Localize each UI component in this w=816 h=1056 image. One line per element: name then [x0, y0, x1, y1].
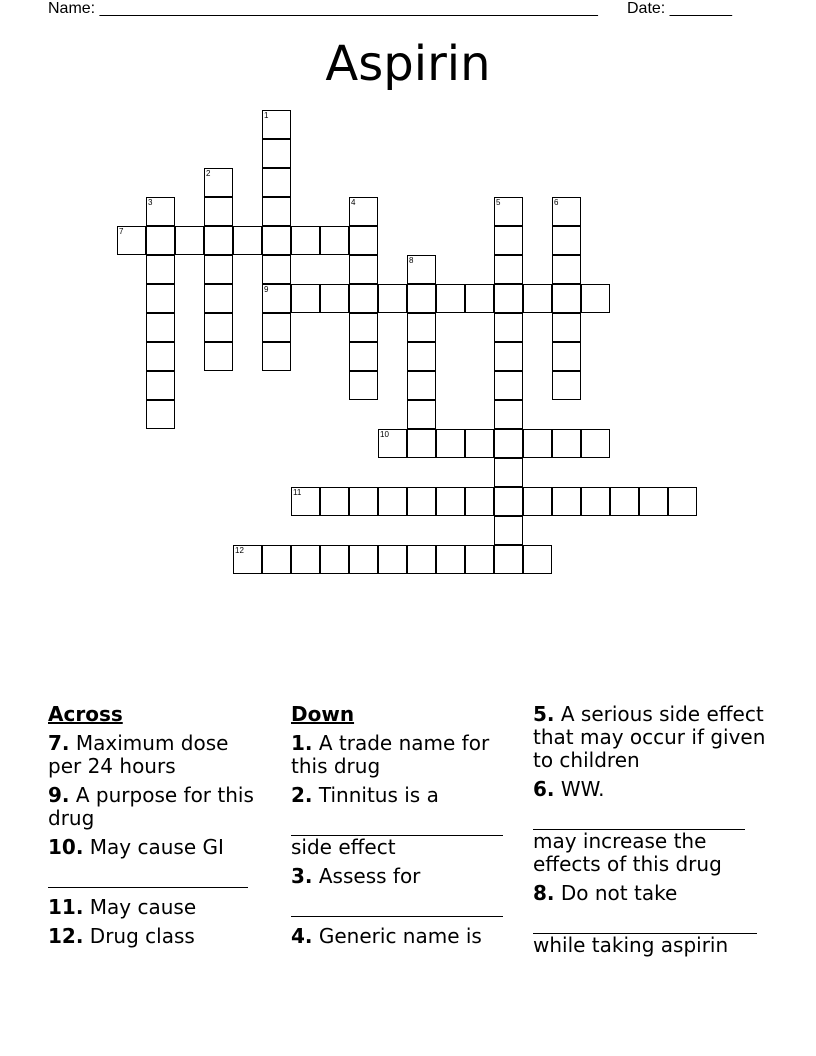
grid-clue-number: 11 [293, 488, 302, 497]
clue-across-9: 9. A purpose for this drug [48, 783, 254, 830]
clue-across-12: 12. Drug class [48, 924, 195, 948]
grid-cell[interactable] [233, 545, 262, 574]
grid-clue-number: 4 [351, 198, 356, 207]
grid-cell[interactable] [146, 284, 175, 313]
clue-across-7: 7. Maximum dose per 24 hours [48, 731, 229, 778]
clue-down-1: 1. A trade name for this drug [291, 731, 490, 778]
grid-cell[interactable] [465, 284, 494, 313]
grid-cell[interactable] [204, 313, 233, 342]
page-title: Aspirin [325, 36, 491, 92]
grid-cell[interactable] [407, 545, 436, 574]
clue-across-10: 10. May cause GI [48, 835, 224, 859]
grid-cell[interactable] [494, 545, 523, 574]
grid-cell[interactable] [494, 226, 523, 255]
answer-blank-line [291, 807, 503, 836]
grid-cell[interactable] [349, 371, 378, 400]
grid-cell[interactable] [291, 545, 320, 574]
grid-cell[interactable] [494, 313, 523, 342]
grid-cell[interactable] [436, 284, 465, 313]
grid-cell[interactable] [523, 545, 552, 574]
grid-cell[interactable] [494, 458, 523, 487]
grid-cell[interactable] [146, 342, 175, 371]
grid-cell[interactable] [494, 371, 523, 400]
grid-cell[interactable] [552, 197, 581, 226]
grid-cell[interactable] [552, 255, 581, 284]
name-field-label: Name: ________________________________________________________ [48, 0, 598, 17]
clue-down-8: 8. Do not take [533, 881, 678, 905]
grid-cell[interactable] [291, 284, 320, 313]
grid-cell[interactable] [146, 255, 175, 284]
down-heading: Down [291, 702, 355, 726]
grid-cell[interactable] [349, 255, 378, 284]
clue-down-6: 6. WW. [533, 777, 605, 801]
grid-clue-number: 8 [409, 256, 414, 265]
grid-cell[interactable] [436, 545, 465, 574]
grid-cell[interactable] [262, 284, 291, 313]
clue-down-2: 2. Tinnitus is a [291, 783, 439, 807]
grid-cell[interactable] [204, 342, 233, 371]
grid-cell[interactable] [494, 400, 523, 429]
grid-cell[interactable] [581, 284, 610, 313]
grid-clue-number: 1 [264, 111, 269, 120]
grid-cell[interactable] [204, 226, 233, 255]
grid-cell[interactable] [494, 284, 523, 313]
down-clues-continued [533, 703, 773, 957]
answer-blank-line [533, 905, 757, 934]
across-heading: Across [48, 702, 123, 726]
grid-cell[interactable] [436, 429, 465, 458]
grid-cell[interactable] [552, 371, 581, 400]
clue-down-5: 5. A serious side effect that may occur if given to children [533, 702, 766, 772]
grid-cell[interactable] [494, 429, 523, 458]
grid-cell[interactable] [494, 342, 523, 371]
grid-cell[interactable] [262, 197, 291, 226]
grid-cell[interactable] [320, 545, 349, 574]
grid-cell[interactable] [465, 487, 494, 516]
grid-cell[interactable] [552, 313, 581, 342]
clue-down-2-continued: side effect [291, 835, 396, 859]
grid-cell[interactable] [349, 342, 378, 371]
grid-cell[interactable] [204, 197, 233, 226]
grid-cell[interactable] [349, 545, 378, 574]
grid-cell[interactable] [349, 487, 378, 516]
grid-clue-number: 9 [264, 285, 269, 294]
clue-down-4: 4. Generic name is [291, 924, 482, 948]
grid-cell[interactable] [523, 487, 552, 516]
clue-across-11: 11. May cause [48, 895, 197, 919]
grid-cell[interactable] [552, 284, 581, 313]
grid-cell[interactable] [581, 429, 610, 458]
grid-cell[interactable] [407, 371, 436, 400]
grid-cell[interactable] [494, 487, 523, 516]
grid-cell[interactable] [146, 313, 175, 342]
answer-blank-line [48, 859, 248, 888]
grid-cell[interactable] [204, 255, 233, 284]
grid-clue-number: 7 [119, 227, 124, 236]
grid-cell[interactable] [146, 197, 175, 226]
grid-cell[interactable] [320, 487, 349, 516]
answer-blank-line [291, 888, 503, 917]
grid-cell[interactable] [291, 487, 320, 516]
grid-cell[interactable] [262, 226, 291, 255]
grid-cell[interactable] [552, 226, 581, 255]
clue-down-6-continued: may increase the effects of this drug [533, 829, 722, 876]
grid-cell[interactable] [262, 313, 291, 342]
grid-cell[interactable] [407, 342, 436, 371]
grid-cell[interactable] [146, 371, 175, 400]
grid-cell[interactable] [349, 313, 378, 342]
grid-cell[interactable] [378, 487, 407, 516]
grid-cell[interactable] [233, 226, 262, 255]
grid-cell[interactable] [494, 516, 523, 545]
grid-clue-number: 2 [206, 169, 211, 178]
grid-cell[interactable] [436, 487, 465, 516]
grid-cell[interactable] [146, 226, 175, 255]
grid-cell[interactable] [494, 255, 523, 284]
grid-cell[interactable] [378, 545, 407, 574]
grid-cell[interactable] [407, 400, 436, 429]
grid-cell[interactable] [494, 197, 523, 226]
grid-cell[interactable] [668, 487, 697, 516]
grid-cell[interactable] [262, 255, 291, 284]
grid-cell[interactable] [523, 429, 552, 458]
grid-cell[interactable] [581, 487, 610, 516]
grid-cell[interactable] [552, 342, 581, 371]
grid-cell[interactable] [523, 284, 552, 313]
grid-cell[interactable] [320, 226, 349, 255]
grid-clue-number: 5 [496, 198, 501, 207]
grid-cell[interactable] [465, 545, 494, 574]
grid-cell[interactable] [175, 226, 204, 255]
grid-cell[interactable] [262, 168, 291, 197]
grid-cell[interactable] [465, 429, 494, 458]
grid-clue-number: 3 [148, 198, 153, 207]
down-clues [291, 703, 511, 948]
grid-cell[interactable] [407, 429, 436, 458]
grid-cell[interactable] [378, 284, 407, 313]
grid-cell[interactable] [407, 255, 436, 284]
across-clues [48, 703, 258, 948]
grid-cell[interactable] [552, 487, 581, 516]
clue-down-8-continued: while taking aspirin [533, 933, 729, 957]
grid-cell[interactable] [349, 226, 378, 255]
grid-cell[interactable] [204, 168, 233, 197]
grid-clue-number: 12 [235, 546, 244, 555]
grid-cell[interactable] [552, 429, 581, 458]
grid-cell[interactable] [262, 545, 291, 574]
grid-cell[interactable] [262, 110, 291, 139]
grid-cell[interactable] [407, 284, 436, 313]
grid-clue-number: 6 [554, 198, 559, 207]
grid-cell[interactable] [320, 284, 349, 313]
grid-cell[interactable] [639, 487, 668, 516]
grid-cell[interactable] [610, 487, 639, 516]
grid-cell[interactable] [117, 226, 146, 255]
clue-down-3: 3. Assess for [291, 864, 421, 888]
grid-clue-number: 10 [380, 430, 389, 439]
grid-cell[interactable] [407, 487, 436, 516]
grid-cell[interactable] [262, 342, 291, 371]
grid-cell[interactable] [349, 284, 378, 313]
grid-cell[interactable] [291, 226, 320, 255]
grid-cell[interactable] [146, 400, 175, 429]
grid-cell[interactable] [349, 197, 378, 226]
grid-cell[interactable] [204, 284, 233, 313]
grid-cell[interactable] [262, 139, 291, 168]
grid-cell[interactable] [378, 429, 407, 458]
answer-blank-line [533, 801, 745, 830]
grid-cell[interactable] [407, 313, 436, 342]
date-field-label: Date: _______ [627, 0, 732, 17]
